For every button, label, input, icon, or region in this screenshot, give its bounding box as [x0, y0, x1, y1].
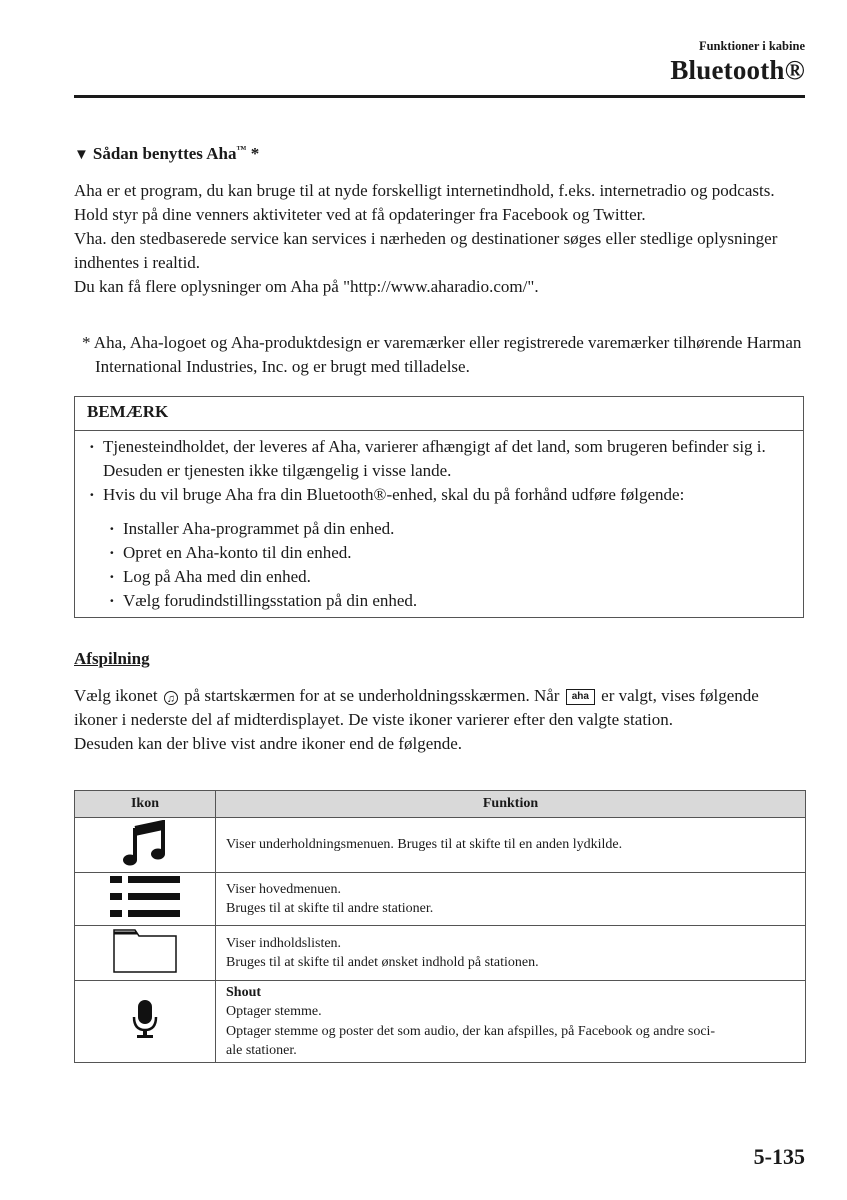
bullet-dot: ·	[89, 485, 95, 504]
table-function-cell	[216, 818, 806, 873]
table-row	[75, 818, 806, 873]
function-line: Viser underholdningsmenuen. Bruges til at skifte til en anden lydkilde.	[226, 837, 623, 853]
bullet-dot: ·	[109, 567, 115, 586]
note-bullet-text: Tjenesteindholdet, der leveres af Aha, varierer afhængigt af det land, som brugeren befinder sig i. Desuden er tjenesten ikke tilgængelig i visse lande.	[103, 437, 766, 480]
table-row	[75, 981, 806, 1063]
page-number: 5-135	[753, 1144, 805, 1169]
function-line: Viser hovedmenuen.	[226, 881, 342, 897]
page-title: Bluetooth®	[670, 55, 805, 85]
function-line: Optager stemme og poster det som audio, der kan afspilles, på Facebook og andre soci-	[226, 1023, 716, 1039]
function-line: Bruges til at skifte til andre stationer.	[226, 901, 434, 916]
intro-line: Aha er et program, du kan bruge til at nyde forskelligt internetindhold, f.eks. internetradio og podcasts.	[74, 181, 775, 200]
intro-line: Vha. den stedbaserede service kan services i nærheden og destinationer søges eller stedlige oplysninger indhentes i realtid.	[74, 229, 778, 272]
note-body	[75, 431, 803, 613]
music-note-icon	[123, 820, 167, 866]
trademark-footnote: * Aha, Aha-logoet og Aha-produktdesign er varemærker eller registrerede varemærker tilhørende Harman International Industries, Inc. og er brugt med tilladelse.	[82, 333, 802, 376]
table-row	[75, 926, 806, 981]
chapter-label: Funktioner i kabine	[698, 39, 805, 53]
trademark-symbol: ™	[236, 144, 247, 156]
note-sub-bullet-text: Installer Aha-programmet på din enhed.	[123, 519, 395, 538]
table-function-cell	[216, 873, 806, 926]
aha-badge-icon: aha	[566, 689, 595, 705]
bullet-dot: ·	[89, 437, 95, 456]
note-sub-bullet	[89, 589, 803, 613]
playback-text-part: Vælg ikonet	[74, 686, 158, 705]
section-title-text: Sådan benyttes Aha	[92, 144, 237, 163]
microphone-icon	[132, 999, 158, 1039]
playback-paragraph	[74, 684, 805, 732]
playback-text-part: er valgt, vises følgende ikoner i nederste del af midterdisplayet. De viste ikoner varierer efter den valgte station.	[74, 686, 759, 729]
playback-text	[74, 684, 805, 756]
note-sub-bullet	[89, 517, 803, 541]
intro-line: Du kan få flere oplysninger om Aha på "http://www.aharadio.com/".	[74, 277, 539, 296]
section-heading	[74, 144, 805, 164]
bullet-dot: ·	[109, 591, 115, 610]
note-bullet	[89, 483, 793, 507]
playback-paragraph: Desuden kan der blive vist andre ikoner end de følgende.	[74, 734, 463, 753]
table-icon-cell	[75, 818, 216, 873]
table-function-cell	[216, 926, 806, 981]
intro-line: Hold styr på dine venners aktiviteter ved at få opdateringer fra Facebook og Twitter.	[74, 205, 646, 224]
asterisk-mark: *	[246, 144, 260, 163]
icon-table	[74, 790, 806, 1063]
note-title: BEMÆRK	[75, 397, 803, 431]
note-bullet-text: Hvis du vil bruge Aha fra din Bluetooth®-enhed, skal du på forhånd udføre følgende:	[103, 485, 685, 504]
function-line: Optager stemme.	[226, 1004, 322, 1019]
note-sub-bullet-text: Vælg forudindstillingsstation på din enhed.	[123, 591, 418, 610]
table-function-cell	[216, 981, 806, 1063]
note-sub-bullet	[89, 565, 803, 589]
folder-icon	[113, 929, 177, 973]
table-header-function: Funktion	[216, 791, 806, 818]
header-divider	[74, 95, 805, 98]
table-header-row	[75, 791, 806, 818]
bullet-dot: ·	[109, 543, 115, 562]
function-line: Viser indholdslisten.	[226, 935, 342, 951]
table-icon-cell	[75, 873, 216, 926]
playback-heading: Afspilning	[74, 649, 150, 668]
note-box	[74, 396, 804, 618]
table-icon-cell	[75, 981, 216, 1063]
table-icon-cell	[75, 926, 216, 981]
section-marker-icon: ▼	[74, 147, 89, 163]
table-row	[75, 873, 806, 926]
playback-text-part: på startskærmen for at se underholdningsskærmen. Når	[184, 686, 560, 705]
function-line: ale stationer.	[226, 1043, 297, 1058]
table-header-icon: Ikon	[75, 791, 216, 818]
function-title: Shout	[226, 984, 262, 1000]
music-circle-icon: ♫	[164, 691, 178, 705]
intro-text	[74, 179, 805, 299]
bullet-dot: ·	[109, 519, 115, 538]
note-sub-bullet-text: Opret en Aha-konto til din enhed.	[123, 543, 352, 562]
list-menu-icon	[110, 876, 180, 918]
note-sub-bullet-text: Log på Aha med din enhed.	[123, 567, 311, 586]
note-bullet	[89, 435, 793, 483]
note-sub-bullet	[89, 541, 803, 565]
function-line: Bruges til at skifte til andet ønsket indhold på stationen.	[226, 955, 539, 970]
